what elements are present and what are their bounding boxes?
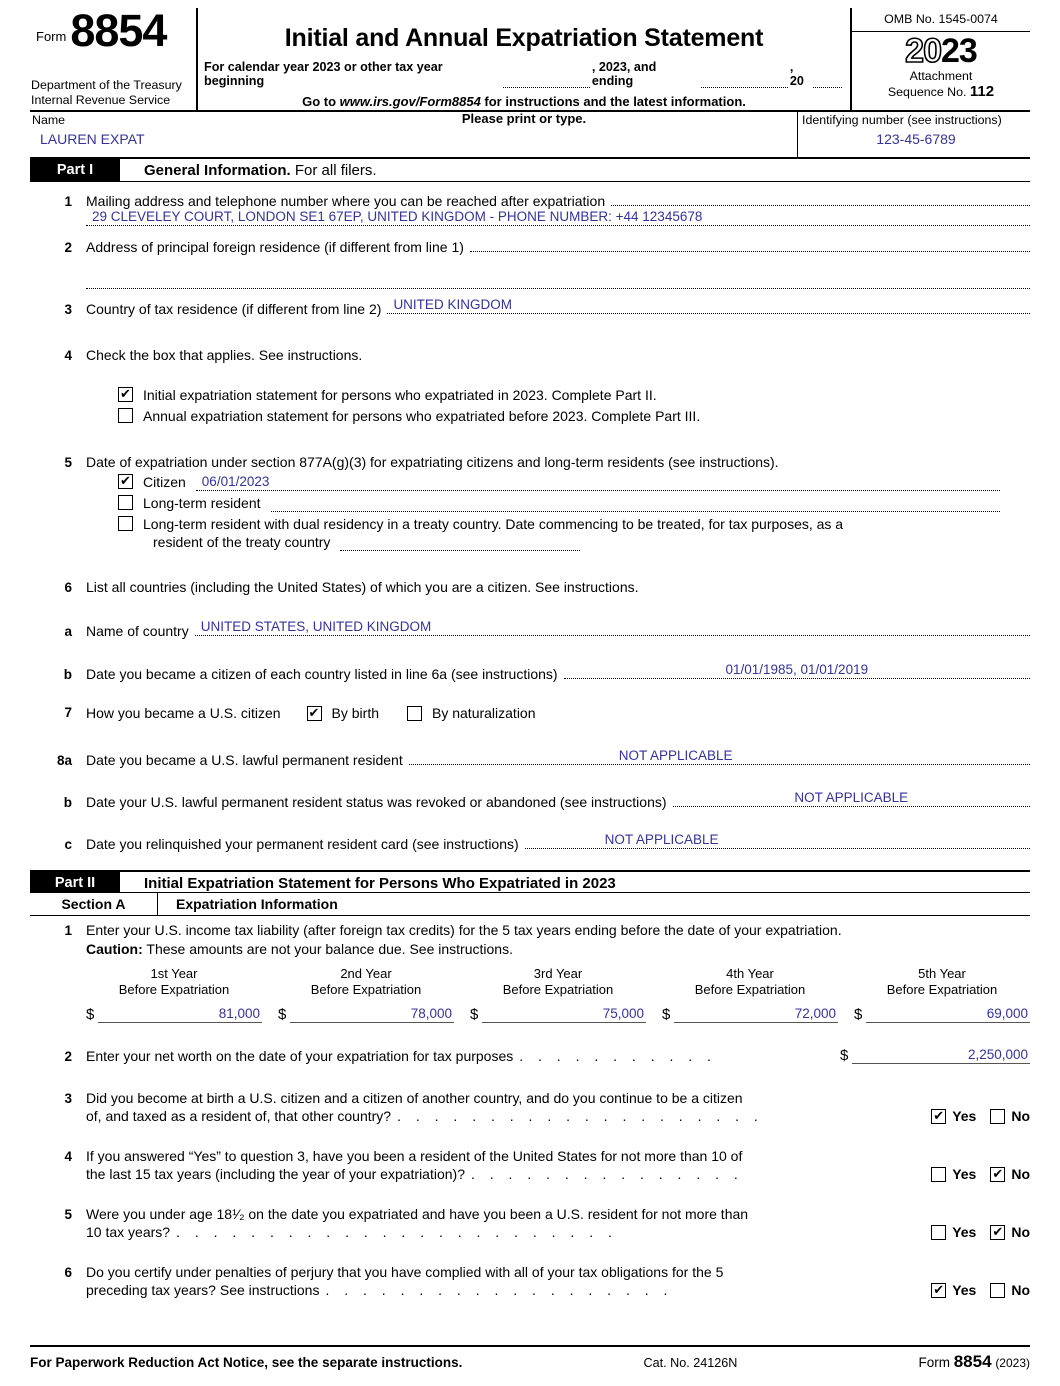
footer-form-number: 8854 [953,1352,992,1371]
line-5-ltr-dual-label-2: resident of the treaty country [153,534,331,550]
p2-line-2-label: Enter your net worth on the date of your expatriation for tax purposes [86,1048,514,1065]
p2-line-6-row [30,1264,1030,1280]
column-head-year: 2nd Year [340,965,392,981]
p2-line-6-row-2 [30,1282,1030,1298]
footer-form-year: (2023) [995,1356,1030,1370]
column-head-sub: Before Expatriation [310,982,422,998]
dollar-sign: $ [470,1006,479,1024]
net-worth-value: 2,250,000 [967,1047,1028,1063]
p2-line-1-caution [86,941,513,957]
line-8a-value: NOT APPLICABLE [618,747,733,763]
footer-form-word: Form [918,1355,950,1370]
tax-liability-column [662,966,854,1024]
checkbox-line3-yes-icon[interactable] [931,1109,946,1124]
checkbox-line6-yes-icon[interactable] [931,1283,946,1298]
line-2-number: 2 [64,240,72,255]
line-1-value: 29 CLEVELEY COURT, LONDON SE1 67EP, UNITED KINGDOM - PHONE NUMBER: +44 12345678 [92,209,703,224]
tax-liability-value: 72,000 [794,1006,836,1022]
line-4-option-annual-label: Annual expatriation statement for persons who expatriated before 2023. Complete Part III. [143,408,701,424]
column-head [86,966,262,999]
line-5-ltr-dual-date-input[interactable] [340,534,580,551]
line-5-citizen-date-input[interactable] [196,474,1000,491]
line-6a-value: UNITED STATES, UNITED KINGDOM [200,619,432,634]
line-3-label: Country of tax residence (if different from line 2) [86,301,382,317]
p2-line-4-label-2: the last 15 tax years (including the year of your expatriation)? [86,1166,465,1183]
tax-liability-input-wrap[interactable] [662,1004,838,1023]
p2-line-6-label-1: Do you certify under penalties of perjury that you have complied with all of your tax obligations for the 5 [86,1264,724,1281]
tax-year-century: 20 [905,32,941,70]
section-a-title: Expatriation Information [176,895,338,912]
line-5-label: Date of expatriation under section 877A(g)(3) for expatriating citizens and long-term residents (see instructions). [86,454,779,470]
line-6a-label: Name of country [86,623,189,639]
form-number: 8854 [70,5,167,56]
p2-line-3-label-2: of, and taxed as a resident of, that other country? [86,1108,392,1125]
checkbox-line6-no-icon[interactable] [990,1283,1005,1298]
p2-line-5-yes-label: Yes [952,1224,977,1241]
department-line-1: Department of the Treasury [31,78,182,93]
p2-line-4-yes-label: Yes [952,1166,977,1183]
dollar-sign: $ [854,1006,863,1024]
column-head [662,966,838,999]
column-head-year: 1st Year [150,965,198,981]
header-form-identity [30,5,198,110]
line-8a-label: Date you became a U.S. lawful permanent resident [86,751,403,768]
p2-line-2-leaders: . . . . . . . . . . . [519,1048,717,1065]
tax-liability-value: 69,000 [986,1006,1028,1022]
tax-liability-column [86,966,278,1024]
part-1-title-regular: For all filers. [290,162,377,179]
p2-line-5-answer[interactable] [931,1224,1030,1240]
p2-line-6-answer[interactable] [931,1282,1030,1298]
line-8b-input[interactable] [673,790,1030,807]
p2-line-3-number: 3 [64,1091,72,1107]
column-head-sub: Before Expatriation [502,982,614,998]
tax-liability-input[interactable] [98,1004,262,1023]
part-2-title: Initial Expatriation Statement for Persons Who Expatriated in 2023 [144,874,616,892]
line-6b-value: 01/01/1985, 01/01/2019 [725,662,869,677]
line-3-number: 3 [64,302,72,317]
tax-liability-column [854,966,1030,1024]
footer-row [30,1347,1030,1372]
line-8a-row [30,748,1030,768]
line-5-citizen-row[interactable] [30,474,1030,491]
line-8c-value: NOT APPLICABLE [604,831,719,847]
goto-suffix: for instructions and the latest information. [480,94,746,109]
p2-line-1-number: 1 [64,922,72,938]
line-7-row [30,704,1030,723]
p2-line-2-number: 2 [64,1049,72,1065]
checkbox-line5-yes-icon[interactable] [931,1225,946,1240]
line-2-continuation-row [30,272,1030,289]
print-or-type-note: Please print or type. [461,111,587,126]
line-6-number: 6 [64,580,72,595]
line-5-ltr-dual-label: Long-term resident with dual residency in a treaty country. Date commencing to be treated, for tax purposes, as a [143,516,844,532]
tax-liability-input[interactable] [866,1004,1030,1023]
checkbox-initial-statement-icon[interactable] [118,387,133,402]
line-2-label: Address of principal foreign residence (if different from line 1) [86,239,464,255]
line-6a-input[interactable] [195,619,1030,636]
column-head-year: 5th Year [918,965,966,981]
line-6b-input[interactable] [564,662,1030,679]
tax-year-badge [852,32,1030,101]
p2-line-5-no-label: No [1011,1224,1030,1241]
header-omb-block [850,8,1030,110]
line-1-row [30,189,1030,209]
line-3-input[interactable] [387,297,1030,314]
catalog-number: Cat. No. 24126N [643,1356,738,1370]
line-8c-label: Date you relinquished your permanent resident card (see instructions) [86,835,519,852]
checkbox-annual-statement-icon[interactable] [118,408,133,423]
p2-line-3-row-2 [30,1108,1030,1124]
line-2-row [30,235,1030,255]
p2-line-4-row [30,1148,1030,1164]
p2-line-4-number: 4 [64,1149,72,1165]
p2-line-4-row-2 [30,1166,1030,1182]
p2-line-1-row [30,922,1030,938]
checkbox-ltr-dual-residency-icon[interactable] [118,516,133,531]
p2-line-5-label-2: 10 tax years? [86,1224,171,1241]
line-5-citizen-label: Citizen [143,474,186,490]
tax-year-digits: 23 [941,32,977,70]
line-7-by-naturalization-label: By naturalization [432,705,536,722]
dollar-sign: $ [662,1006,671,1024]
checkbox-by-naturalization-icon[interactable] [407,706,422,721]
p2-line-3-label-1: Did you become at birth a U.S. citizen and a citizen of another country, and do you continue to be a citizen [86,1090,743,1107]
p2-line-6-yes-label: Yes [952,1282,977,1299]
footer-form-id [918,1352,1030,1372]
line-6a-row [30,619,1030,639]
form-number-row [30,5,196,56]
p2-line-3-leaders: . . . . . . . . . . . . . . . . . . . . [397,1108,764,1125]
tax-liability-input[interactable] [482,1004,646,1023]
p2-line-2-row [30,1045,1030,1064]
column-head-sub: Before Expatriation [694,982,806,998]
line-5-ltr-row[interactable] [30,495,1030,512]
net-worth-input[interactable] [852,1045,1030,1064]
line-6b-label: Date you became a citizen of each country listed in line 6a (see instructions) [86,666,558,682]
line-5-ltr-dual-row[interactable] [30,516,1030,532]
line-8a-number: 8a [56,752,72,768]
irs-url[interactable]: www.irs.gov/Form8854 [339,94,481,109]
instructions-link-line [204,94,844,109]
line-4-number: 4 [64,348,72,363]
caution-bold: Caution: [86,940,143,957]
p2-line-3-no-label: No [1011,1108,1030,1125]
tax-liability-input[interactable] [290,1004,454,1023]
checkbox-line4-yes-icon[interactable] [931,1167,946,1182]
p2-line-1-label: Enter your U.S. income tax liability (after foreign tax credits) for the 5 tax years ending before the date of your expatriation. [86,921,842,938]
p2-line-5-row-2 [30,1224,1030,1240]
part-1-title-bold: General Information. [144,162,291,179]
tax-liability-value: 78,000 [410,1006,452,1022]
p2-line-2-input-wrap[interactable] [840,1045,1030,1064]
p2-line-4-answer[interactable] [931,1166,1030,1182]
line-6b-row [30,662,1030,682]
checkbox-line3-no-icon[interactable] [990,1109,1005,1124]
tax-liability-value: 75,000 [602,1006,644,1022]
tax-year-end-yy-input[interactable] [813,75,843,88]
part-2-header [30,870,1030,893]
line-3-value: UNITED KINGDOM [393,297,512,312]
line-1-number: 1 [64,194,72,209]
p2-line-4-no-label: No [1011,1166,1030,1183]
line-4-option-annual[interactable] [30,408,1030,424]
p2-line-5-label-1: Were you under age 18¹⁄₂ on the date you expatriated and have you been a U.S. resident for not more than [86,1206,749,1223]
line-5-row [30,454,1030,470]
line-8c-input[interactable] [525,832,1030,849]
name-value[interactable]: LAUREN EXPAT [40,131,145,147]
line-7-number: 7 [64,705,72,720]
p2-line-5-row [30,1206,1030,1222]
column-head-year: 3rd Year [533,965,583,981]
line-3-row [30,297,1030,317]
part-1-tag: Part I [30,159,120,181]
line-8a-input[interactable] [409,748,1030,765]
line-5-citizen-date: 06/01/2023 [201,474,270,489]
checkbox-citizen-icon[interactable] [118,474,133,489]
checkbox-line5-no-icon[interactable] [990,1225,1005,1240]
p2-line-5-number: 5 [64,1207,72,1223]
page-title: Initial and Annual Expatriation Statement [284,24,764,52]
line-8c-number: c [64,836,72,852]
tax-liability-input-wrap[interactable] [86,1004,262,1023]
dollar-sign: $ [840,1047,849,1065]
line-1-value-input[interactable] [86,209,1030,226]
tax-year-begin-input[interactable] [503,75,590,88]
calendar-year-prefix: For calendar year 2023 or other tax year beginning [204,60,443,88]
line-8b-number: b [63,794,72,810]
line-1-label: Mailing address and telephone number where you can be reached after expatriation [86,193,606,209]
line-6a-number: a [64,624,72,639]
p2-line-6-leaders: . . . . . . . . . . . . . . . . . . . [325,1282,673,1299]
tax-liability-columns [30,966,1030,1024]
form-word-label: Form [36,29,67,45]
tax-liability-column [278,966,470,1024]
identifying-number-label: Identifying number (see instructions) [802,113,1002,127]
p2-line-6-number: 6 [64,1265,72,1281]
attachment-label-1: Attachment [909,69,973,83]
section-a-tag: Section A [30,893,158,915]
department-line-2: Internal Revenue Service [31,92,171,107]
caution-text: These amounts are not your balance due. See instructions. [142,940,513,957]
tax-liability-input[interactable] [674,1004,838,1023]
line-4-option-initial[interactable] [30,387,1030,403]
attachment-sequence [852,69,1030,101]
line-8c-row [30,832,1030,852]
line-8b-row [30,790,1030,810]
tax-liability-input-wrap[interactable] [854,1004,1030,1023]
p2-line-3-yes-label: Yes [952,1108,977,1125]
line-6-row [30,579,1030,595]
part-1-header [30,159,1030,182]
identifying-number-value[interactable]: 123-45-6789 [876,131,956,147]
p2-line-3-answer[interactable] [931,1108,1030,1124]
tax-liability-input-wrap[interactable] [278,1004,454,1023]
part-1-title [120,159,377,181]
goto-prefix: Go to [302,94,340,109]
department-block [30,78,196,107]
section-a-header [30,893,1030,916]
checkbox-by-birth-icon[interactable] [307,706,322,721]
p2-line-1-caution-row [30,941,1030,957]
tax-liability-value: 81,000 [218,1006,260,1022]
part-2-tag: Part II [30,872,120,892]
column-head-year: 4th Year [726,965,774,981]
name-label: Name [32,113,66,127]
dollar-sign: $ [86,1006,95,1024]
line-2-value-input-2[interactable] [86,272,1030,289]
p2-line-5-leaders: . . . . . . . . . . . . . . . . . . . . . . . . [176,1224,618,1241]
line-1-input-tail[interactable] [611,189,1030,206]
line-4-label: Check the box that applies. See instructions. [86,347,363,363]
column-head [854,966,1030,999]
line-2-input-tail[interactable] [470,235,1030,252]
attachment-number: 112 [969,83,995,101]
column-head-sub: Before Expatriation [886,982,998,998]
column-head [470,966,646,999]
tax-liability-column [470,966,662,1024]
line-5-ltr-label: Long-term resident [143,495,261,511]
line-6b-number: b [63,667,72,682]
p2-line-6-no-label: No [1011,1282,1030,1299]
line-8b-label: Date your U.S. lawful permanent resident status was revoked or abandoned (see instructions) [86,793,667,810]
p2-line-4-leaders: . . . . . . . . . . . . . . . [470,1166,744,1183]
form-footer [30,1345,1030,1372]
checkbox-long-term-resident-icon[interactable] [118,495,133,510]
header-title-block [198,8,850,126]
omb-number: OMB No. 1545-0074 [852,8,1030,32]
line-6-label: List all countries (including the United States) of which you are a citizen. See instructions. [86,579,639,595]
attachment-label-2: Sequence No. [887,85,967,100]
p2-line-3-row [30,1090,1030,1106]
line-8b-value: NOT APPLICABLE [794,789,909,805]
calendar-year-mid: , 2023, and ending [591,60,657,88]
checkbox-line4-no-icon[interactable] [990,1167,1005,1182]
column-head [278,966,454,999]
calendar-year-suffix: , 20 [789,60,804,88]
tax-year-line [204,60,844,88]
line-5-ltr-dual-row-2[interactable] [30,534,1030,551]
line-5-ltr-date-input[interactable] [271,495,1000,512]
line-4-option-initial-label: Initial expatriation statement for persons who expatriated in 2023. Complete Part II. [143,387,657,403]
tax-year-display [852,34,1030,68]
p2-line-4-label-1: If you answered “Yes” to question 3, have you been a resident of the United States for not more than 10 of [86,1148,743,1165]
tax-liability-input-wrap[interactable] [470,1004,646,1023]
line-7-label: How you became a U.S. citizen [86,705,281,722]
column-head-sub: Before Expatriation [118,982,230,998]
dollar-sign: $ [278,1006,287,1024]
line-4-row [30,347,1030,363]
line-5-number: 5 [64,455,72,470]
line-1-value-row [30,209,1030,226]
p2-line-6-label-2: preceding tax years? See instructions [86,1282,320,1299]
tax-year-end-input[interactable] [701,75,788,88]
line-7-by-birth-label: By birth [331,705,379,722]
paperwork-notice: For Paperwork Reduction Act Notice, see the separate instructions. [30,1355,463,1370]
